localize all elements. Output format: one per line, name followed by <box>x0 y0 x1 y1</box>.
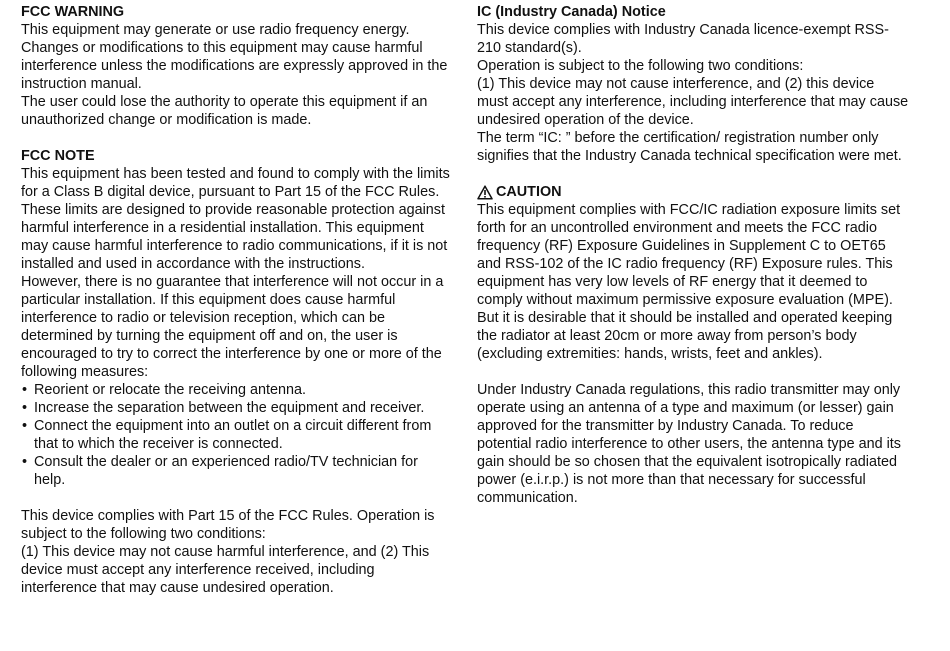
fcc-note-paragraph-2: However, there is no guarantee that interference will not occur in a particular installation. If this equipment does cause harmful interference to radio or television reception, which can be determined by turning the equipment off and on, the user is encouraged to try to correct the interference by one or more of the following measures: <box>21 274 444 380</box>
list-item <box>21 399 453 417</box>
caution-heading <box>477 183 909 201</box>
ic-notice-paragraph-1: This device complies with Industry Canada licence-exempt RSS-210 standard(s). <box>477 22 889 56</box>
bullet: • <box>22 418 28 434</box>
paragraph-gap <box>477 363 909 381</box>
left-column <box>21 3 453 597</box>
list-item <box>21 453 453 489</box>
list-item <box>21 381 453 399</box>
fcc-warning-title: FCC WARNING <box>21 4 125 20</box>
list-item-text: Reorient or relocate the receiving antenna. <box>34 382 306 398</box>
warning-triangle-icon <box>477 185 493 200</box>
paragraph-gap <box>21 489 453 507</box>
measures-list <box>21 381 453 489</box>
fcc-note-paragraph-4: (1) This device may not cause harmful interference, and (2) This device must accept any interference received, including interference that may cause undesired operation. <box>21 544 430 596</box>
fcc-note-section <box>21 147 453 597</box>
list-item-text: Connect the equipment into an outlet on a circuit different from that to which the receiver is connected. <box>34 418 432 452</box>
list-item-text: Increase the separation between the equipment and receiver. <box>34 400 425 416</box>
caution-paragraph-1: This equipment complies with FCC/IC radiation exposure limits set forth for an uncontrolled environment and meets the FCC radio frequency (RF) Exposure Guidelines in Supplement C to OET65 and RSS-102 of the IC radio frequency (RF) Exposure rules. This equipment has very low levels of RF energy that it deemed to comply without maximum permissive exposure evaluation (MPE). But it is desirable that it should be installed and operated keeping the radiator at least 20cm or more away from person’s body (excluding extremities: hands, wrists, feet and ankles). <box>477 202 901 362</box>
ic-notice-title: IC (Industry Canada) Notice <box>477 4 666 20</box>
fcc-warning-paragraph-1: This equipment may generate or use radio frequency energy. Changes or modifications to this equipment may cause harmful interference unless the modifications are expressly approved in the instruction manual. <box>21 22 448 92</box>
fcc-note-paragraph-3: This device complies with Part 15 of the FCC Rules. Operation is subject to the following two conditions: <box>21 508 435 542</box>
bullet: • <box>22 382 28 398</box>
bullet: • <box>22 400 28 416</box>
fcc-warning-paragraph-2: The user could lose the authority to operate this equipment if an unauthorized change or modification is made. <box>21 94 428 128</box>
right-column <box>477 3 909 507</box>
caution-title: CAUTION <box>496 184 562 200</box>
list-item-text: Consult the dealer or an experienced radio/TV technician for help. <box>34 454 418 488</box>
caution-paragraph-2: Under Industry Canada regulations, this radio transmitter may only operate using an antenna of a type and maximum (or lesser) gain approved for the transmitter by Industry Canada. To reduce potential radio interference to other users, the antenna type and its gain should be so chosen that the equivalent isotropically radiated power (e.i.r.p.) is not more than that necessary for successful communication. <box>477 382 901 506</box>
fcc-note-paragraph-1: This equipment has been tested and found to comply with the limits for a Class B digital device, pursuant to Part 15 of the FCC Rules. These limits are designed to provide reasonable protection against harmful interference in a residential installation. This equipment may cause harmful interference to radio communications, if it is not installed and used in accordance with the instructions. <box>21 166 450 272</box>
list-item <box>21 417 453 453</box>
fcc-note-title: FCC NOTE <box>21 148 95 164</box>
ic-notice-section <box>477 3 909 165</box>
ic-notice-paragraph-2: Operation is subject to the following two conditions: <box>477 58 804 74</box>
section-gap <box>477 165 909 183</box>
bullet: • <box>22 454 28 470</box>
caution-section <box>477 183 909 507</box>
fcc-warning-section <box>21 3 453 129</box>
section-gap <box>21 129 453 147</box>
ic-notice-paragraph-3: (1) This device may not cause interference, and (2) this device must accept any interference, including interference that may cause undesired operation of the device. <box>477 76 909 128</box>
ic-notice-paragraph-4: The term “IC: ” before the certification/ registration number only signifies that the Industry Canada technical specification were met. <box>477 130 902 164</box>
